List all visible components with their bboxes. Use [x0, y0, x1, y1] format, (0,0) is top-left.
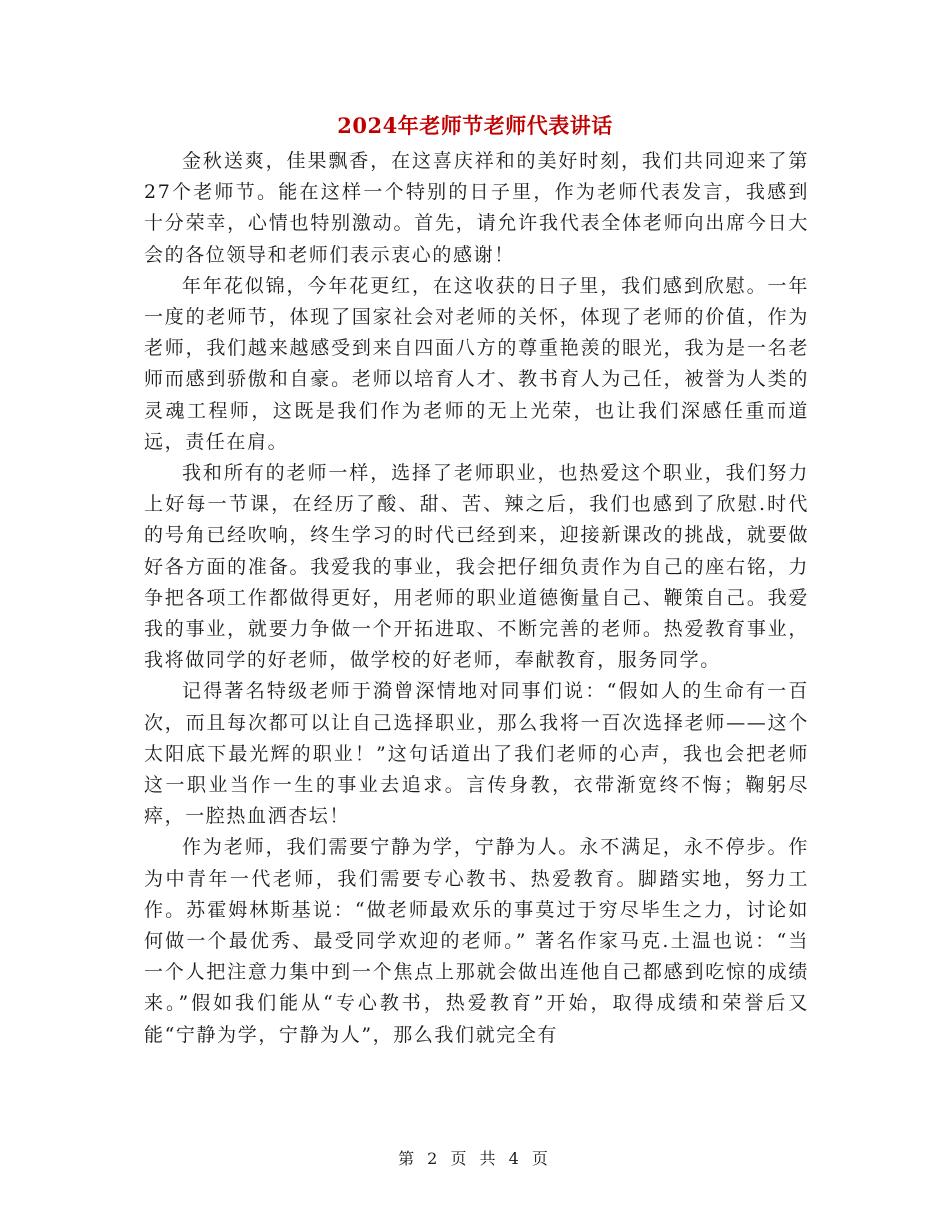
page-footer: 第 2 页 共 4 页: [398, 1149, 552, 1168]
paragraph: 金秋送爽，佳果飘香，在这喜庆祥和的美好时刻，我们共同迎来了第27个老师节。能在这样一个特别的日子里，作为老师代表发言，我感到十分荣幸，心情也特别激动。首先，请允许我代表全体老师向出席今日大会的各位领导和老师们表示衷心的感谢！: [144, 150, 809, 266]
paragraph: 我和所有的老师一样，选择了老师职业，也热爱这个职业，我们努力上好每一节课，在经历了酸、甜、苦、辣之后，我们也感到了欣慰.时代的号角已经吹响，终生学习的时代已经到来，迎接新课改的挑战，就要做好各方面的准备。我爱我的事业，我会把仔细负责作为自己的座右铭，力争把各项工作都做得更好，用老师的职业道德衡量自己、鞭策自己。我爱我的事业，就要力争做一个开拓进取、不断完善的老师。热爱教育事业，我将做同学的好老师，做学校的好老师，奉献教育，服务同学。: [144, 462, 809, 672]
paragraph: 作为老师，我们需要宁静为学，宁静为人。永不满足，永不停步。作为中青年一代老师，我们需要专心教书、热爱教育。脚踏实地，努力工作。苏霍姆林斯基说：“做老师最欢乐的事莫过于穷尽毕生之力，讨论如何做一个最优秀、最受同学欢迎的老师。” 著名作家马克.土温也说：“当一个人把注意力集中到一个焦点上那就会做出连他自己都感到吃惊的成绩来。”假如我们能从“专心教书，热爱教育”开始，取得成绩和荣誉后又能“宁静为学，宁静为人”，那么我们就完全有: [144, 836, 809, 1046]
paragraph: 记得著名特级老师于漪曾深情地对同事们说：“假如人的生命有一百次，而且每次都可以让自己选择职业，那么我将一百次选择老师——这个太阳底下最光辉的职业！”这句话道出了我们老师的心声，我也会把老师这一职业当作一生的事业去追求。言传身教，衣带渐宽终不悔；鞠躬尽瘁，一腔热血洒杏坛！: [144, 680, 809, 828]
document-body: [144, 146, 809, 1051]
paragraph: 年年花似锦，今年花更红，在这收获的日子里，我们感到欣慰。一年一度的老师节，体现了国家社会对老师的关怀，体现了老师的价值，作为老师，我们越来越感受到来自四面八方的尊重艳羡的眼光，我为是一名老师而感到骄傲和自豪。老师以培育人才、教书育人为己任，被誉为人类的灵魂工程师，这既是我们作为老师的无上光荣，也让我们深感任重而道远，责任在肩。: [144, 274, 809, 453]
document-title: 2024年老师节老师代表讲话: [337, 113, 613, 138]
